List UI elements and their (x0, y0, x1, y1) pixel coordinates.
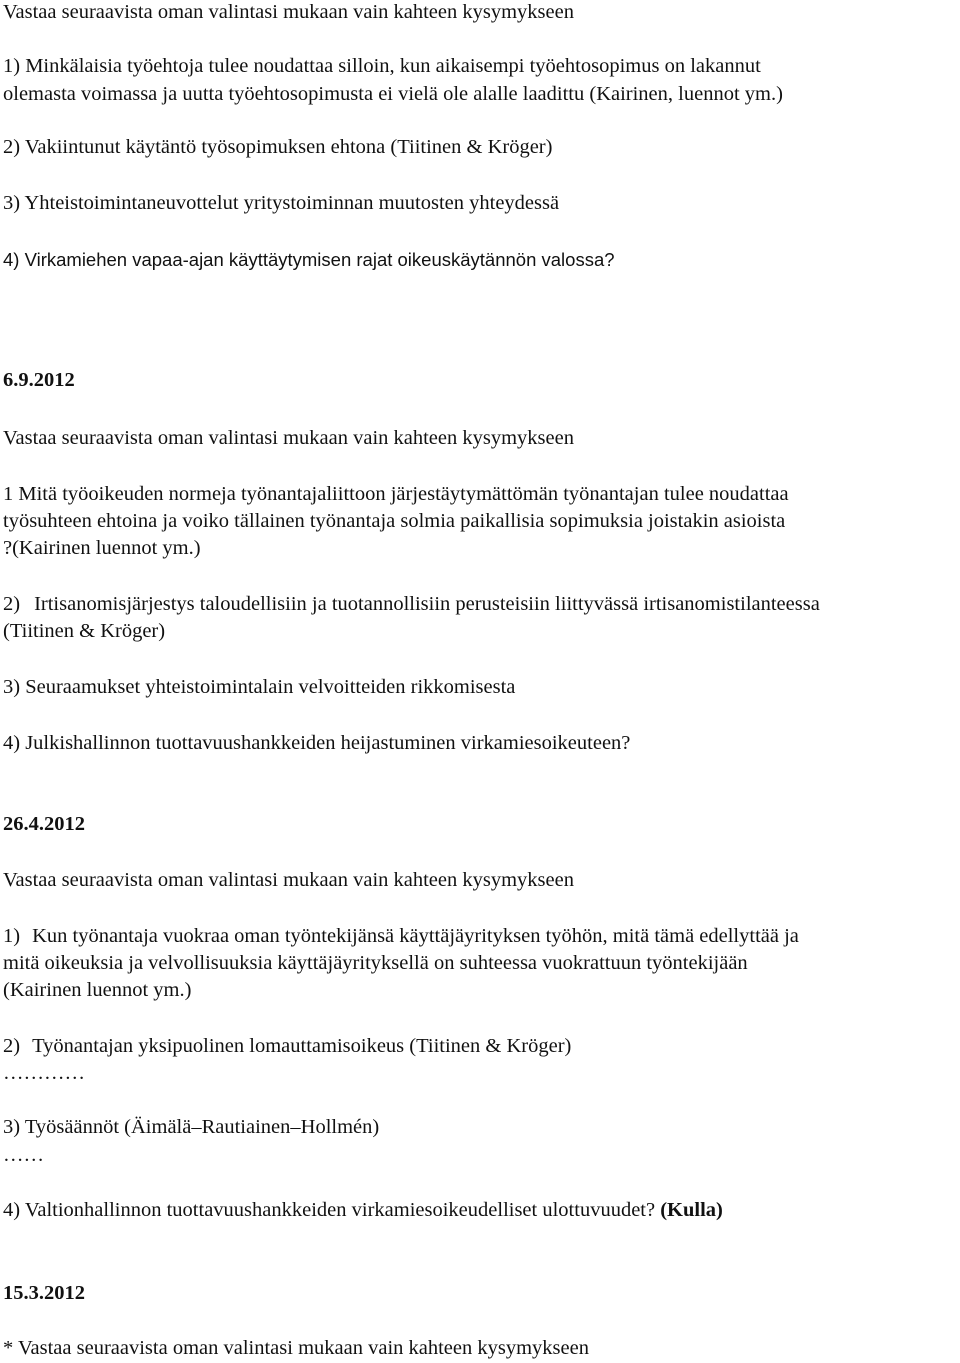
question-1-number: 1) (3, 925, 21, 947)
question-2-text: Irtisanomisjärjestys taloudellisiin ja tuotannollisiin perusteisiin liittyvässä irtisanomistilanteessa (34, 593, 820, 615)
question-4: 4) Julkishallinnon tuottavuushankkeiden heijastuminen virkamiesoikeuteen? (3, 732, 631, 754)
question-2-text: Työnantajan yksipuolinen lomauttamisoikeus (Tiitinen & Kröger) (32, 1035, 572, 1057)
question-3: 3) Seuraamukset yhteistoimintalain velvoitteiden rikkomisesta (3, 676, 516, 698)
question-4-author: (Kulla) (660, 1199, 723, 1221)
question-3: 3) Yhteistoimintaneuvottelut yritystoiminnan muutosten yhteydessä (3, 192, 560, 214)
question-1-line-1: 1 Mitä työoikeuden normeja työnantajaliittoon järjestäytymättömän työnantajan tulee noudattaa (3, 483, 789, 505)
question-3: 3) Työsäännöt (Äimälä–Rautiainen–Hollmén) (3, 1116, 380, 1138)
exam-date-heading: 6.9.2012 (3, 369, 75, 391)
instruction-text: * Vastaa seuraavista oman valintasi mukaan vain kahteen kysymykseen (3, 1337, 589, 1359)
instruction-text: Vastaa seuraavista oman valintasi mukaan vain kahteen kysymykseen (3, 1, 574, 23)
question-2 (3, 1033, 571, 1060)
question-1-line-3: (Kairinen luennot ym.) (3, 979, 192, 1001)
question-4-text: 4) Valtionhallinnon tuottavuushankkeiden virkamiesoikeudelliset ulottuvuudet? (3, 1199, 656, 1221)
question-3-ellipsis: …… (3, 1144, 44, 1166)
question-1-line-2: olemasta voimassa ja uutta työehtosopimusta ei vielä ole alalle laadittu (Kairinen, luennot ym.) (3, 83, 783, 105)
instruction-text: Vastaa seuraavista oman valintasi mukaan vain kahteen kysymykseen (3, 869, 574, 891)
question-2-number: 2) (3, 593, 21, 615)
question-2-line-1 (3, 591, 820, 618)
question-4: 4) Virkamiehen vapaa-ajan käyttäytymisen rajat oikeuskäytännön valossa? (3, 249, 615, 270)
instruction-text: Vastaa seuraavista oman valintasi mukaan vain kahteen kysymykseen (3, 427, 574, 449)
question-2-ellipsis: ………… (3, 1062, 85, 1084)
question-1-line-1 (3, 923, 799, 950)
exam-date-heading: 15.3.2012 (3, 1282, 85, 1304)
question-2-line-2: (Tiitinen & Kröger) (3, 620, 166, 642)
question-1-text: Kun työnantaja vuokraa oman työntekijänsä käyttäjäyrityksen työhön, mitä tämä edellyttää ja (32, 925, 799, 947)
question-2: 2) Vakiintunut käytäntö työsopimuksen ehtona (Tiitinen & Kröger) (3, 136, 553, 158)
question-1-line-3: ?(Kairinen luennot ym.) (3, 537, 201, 559)
question-4 (3, 1197, 723, 1224)
question-1-line-2: työsuhteen ehtoina ja voiko tällainen työnantaja solmia paikallisia sopimuksia joistakin asioista (3, 510, 786, 532)
question-2-number: 2) (3, 1035, 21, 1057)
question-1-line-1: 1) Minkälaisia työehtoja tulee noudattaa silloin, kun aikaisempi työehtosopimus on lakannut (3, 55, 761, 77)
exam-date-heading: 26.4.2012 (3, 813, 85, 835)
question-1-line-2: mitä oikeuksia ja velvollisuuksia käyttäjäyrityksellä on suhteessa vuokrattuun työntekijään (3, 952, 748, 974)
